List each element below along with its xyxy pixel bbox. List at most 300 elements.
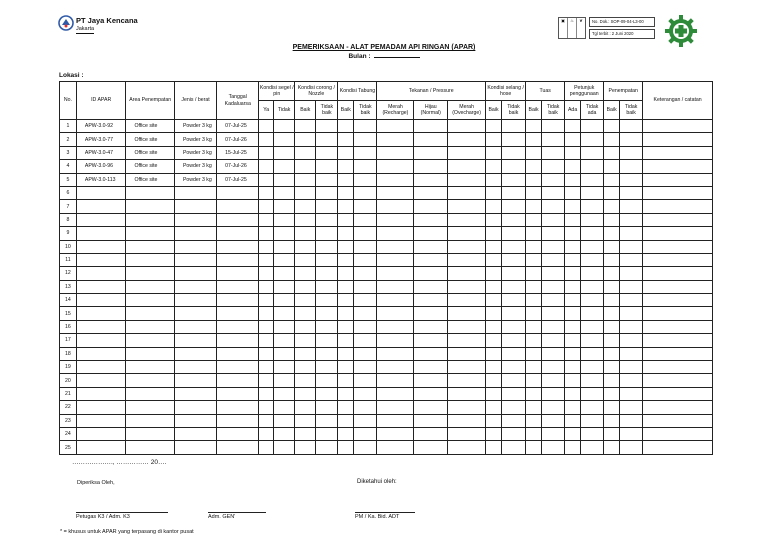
check-cell[interactable] — [259, 267, 274, 280]
cell-area[interactable] — [126, 200, 175, 213]
check-cell[interactable] — [316, 427, 338, 440]
check-cell[interactable] — [377, 334, 414, 347]
check-cell[interactable] — [414, 307, 448, 320]
check-cell[interactable] — [295, 186, 316, 199]
check-cell[interactable] — [274, 374, 295, 387]
check-cell[interactable] — [486, 387, 502, 400]
cell-jenis[interactable] — [174, 280, 216, 293]
check-cell[interactable] — [620, 146, 643, 159]
cell-tanggal[interactable] — [217, 401, 259, 414]
check-cell[interactable] — [581, 173, 604, 186]
cell-no[interactable]: 6 — [60, 186, 77, 199]
cell-jenis[interactable]: Powder 3 kg — [174, 146, 216, 159]
cell-tanggal[interactable] — [217, 347, 259, 360]
check-cell[interactable] — [377, 213, 414, 226]
check-cell[interactable] — [565, 374, 581, 387]
check-cell[interactable] — [316, 186, 338, 199]
cell-jenis[interactable] — [174, 267, 216, 280]
check-cell[interactable] — [541, 267, 564, 280]
check-cell[interactable] — [338, 414, 354, 427]
check-cell[interactable] — [259, 253, 274, 266]
check-cell[interactable] — [295, 120, 316, 133]
check-cell[interactable] — [604, 146, 620, 159]
cell-area[interactable] — [126, 347, 175, 360]
cell-area[interactable]: Office site — [126, 146, 175, 159]
cell-id[interactable]: APW-3.0-96 — [76, 160, 126, 173]
check-cell[interactable] — [565, 186, 581, 199]
cell-no[interactable]: 13 — [60, 280, 77, 293]
check-cell[interactable] — [377, 414, 414, 427]
check-cell[interactable] — [541, 401, 564, 414]
check-cell[interactable] — [581, 240, 604, 253]
check-cell[interactable] — [643, 240, 713, 253]
check-cell[interactable] — [526, 294, 542, 307]
check-cell[interactable] — [448, 200, 486, 213]
check-cell[interactable] — [377, 173, 414, 186]
cell-jenis[interactable] — [174, 307, 216, 320]
check-cell[interactable] — [643, 280, 713, 293]
check-cell[interactable] — [604, 374, 620, 387]
check-cell[interactable] — [565, 414, 581, 427]
check-cell[interactable] — [620, 307, 643, 320]
check-cell[interactable] — [526, 160, 542, 173]
check-cell[interactable] — [565, 441, 581, 454]
check-cell[interactable] — [316, 253, 338, 266]
check-cell[interactable] — [620, 427, 643, 440]
check-cell[interactable] — [565, 160, 581, 173]
check-cell[interactable] — [620, 227, 643, 240]
cell-id[interactable] — [76, 186, 126, 199]
check-cell[interactable] — [581, 334, 604, 347]
cell-id[interactable]: APW-3.0-113 — [76, 173, 126, 186]
check-cell[interactable] — [565, 200, 581, 213]
check-cell[interactable] — [414, 160, 448, 173]
check-cell[interactable] — [486, 334, 502, 347]
check-cell[interactable] — [604, 173, 620, 186]
check-cell[interactable] — [414, 253, 448, 266]
check-cell[interactable] — [486, 160, 502, 173]
cell-id[interactable] — [76, 240, 126, 253]
check-cell[interactable] — [414, 334, 448, 347]
check-cell[interactable] — [274, 120, 295, 133]
check-cell[interactable] — [259, 133, 274, 146]
check-cell[interactable] — [448, 146, 486, 159]
check-cell[interactable] — [604, 120, 620, 133]
check-cell[interactable] — [486, 200, 502, 213]
check-cell[interactable] — [448, 133, 486, 146]
check-cell[interactable] — [604, 133, 620, 146]
check-cell[interactable] — [354, 347, 377, 360]
check-cell[interactable] — [295, 294, 316, 307]
check-cell[interactable] — [338, 160, 354, 173]
check-cell[interactable] — [565, 120, 581, 133]
check-cell[interactable] — [643, 200, 713, 213]
check-cell[interactable] — [414, 427, 448, 440]
cell-tanggal[interactable] — [217, 227, 259, 240]
check-cell[interactable] — [338, 294, 354, 307]
check-cell[interactable] — [295, 427, 316, 440]
check-cell[interactable] — [565, 387, 581, 400]
cell-id[interactable] — [76, 294, 126, 307]
check-cell[interactable] — [377, 307, 414, 320]
check-cell[interactable] — [486, 280, 502, 293]
check-cell[interactable] — [338, 320, 354, 333]
check-cell[interactable] — [377, 280, 414, 293]
month-blank[interactable] — [374, 57, 420, 58]
check-cell[interactable] — [448, 227, 486, 240]
check-cell[interactable] — [581, 361, 604, 374]
check-cell[interactable] — [643, 347, 713, 360]
check-cell[interactable] — [259, 441, 274, 454]
check-cell[interactable] — [501, 320, 525, 333]
check-cell[interactable] — [338, 267, 354, 280]
cell-id[interactable] — [76, 253, 126, 266]
check-cell[interactable] — [620, 294, 643, 307]
check-cell[interactable] — [581, 267, 604, 280]
cell-tanggal[interactable] — [217, 294, 259, 307]
check-cell[interactable] — [541, 120, 564, 133]
check-cell[interactable] — [377, 374, 414, 387]
check-cell[interactable] — [414, 320, 448, 333]
cell-id[interactable] — [76, 427, 126, 440]
check-cell[interactable] — [338, 253, 354, 266]
check-cell[interactable] — [274, 334, 295, 347]
check-cell[interactable] — [316, 320, 338, 333]
check-cell[interactable] — [354, 441, 377, 454]
check-cell[interactable] — [541, 200, 564, 213]
check-cell[interactable] — [274, 186, 295, 199]
check-cell[interactable] — [486, 374, 502, 387]
check-cell[interactable] — [448, 334, 486, 347]
check-cell[interactable] — [565, 173, 581, 186]
check-cell[interactable] — [295, 240, 316, 253]
check-cell[interactable] — [620, 213, 643, 226]
check-cell[interactable] — [620, 334, 643, 347]
check-cell[interactable] — [274, 320, 295, 333]
check-cell[interactable] — [338, 427, 354, 440]
cell-jenis[interactable]: Powder 3 kg — [174, 133, 216, 146]
cell-id[interactable]: APW-3.0-92 — [76, 120, 126, 133]
check-cell[interactable] — [377, 427, 414, 440]
check-cell[interactable] — [604, 227, 620, 240]
cell-area[interactable] — [126, 253, 175, 266]
check-cell[interactable] — [316, 441, 338, 454]
signature-manager[interactable]: PM / Ka. Bid. ADT — [355, 512, 415, 520]
cell-area[interactable] — [126, 213, 175, 226]
cell-tanggal[interactable] — [217, 240, 259, 253]
check-cell[interactable] — [501, 240, 525, 253]
check-cell[interactable] — [259, 240, 274, 253]
check-cell[interactable] — [526, 441, 542, 454]
cell-tanggal[interactable] — [217, 414, 259, 427]
check-cell[interactable] — [486, 307, 502, 320]
check-cell[interactable] — [565, 307, 581, 320]
check-cell[interactable] — [501, 361, 525, 374]
check-cell[interactable] — [338, 280, 354, 293]
check-cell[interactable] — [501, 120, 525, 133]
check-cell[interactable] — [316, 200, 338, 213]
check-cell[interactable] — [295, 401, 316, 414]
check-cell[interactable] — [354, 240, 377, 253]
check-cell[interactable] — [501, 374, 525, 387]
check-cell[interactable] — [501, 186, 525, 199]
cell-id[interactable] — [76, 280, 126, 293]
check-cell[interactable] — [501, 387, 525, 400]
check-cell[interactable] — [486, 294, 502, 307]
check-cell[interactable] — [526, 414, 542, 427]
check-cell[interactable] — [604, 401, 620, 414]
cell-area[interactable] — [126, 427, 175, 440]
check-cell[interactable] — [295, 334, 316, 347]
cell-area[interactable] — [126, 280, 175, 293]
cell-id[interactable] — [76, 361, 126, 374]
check-cell[interactable] — [581, 253, 604, 266]
check-cell[interactable] — [620, 120, 643, 133]
check-cell[interactable] — [274, 133, 295, 146]
signature-officer[interactable]: Petugas K3 / Adm. K3 — [76, 512, 168, 520]
check-cell[interactable] — [486, 240, 502, 253]
check-cell[interactable] — [316, 347, 338, 360]
check-cell[interactable] — [526, 253, 542, 266]
cell-jenis[interactable] — [174, 334, 216, 347]
check-cell[interactable] — [295, 280, 316, 293]
check-cell[interactable] — [414, 240, 448, 253]
check-cell[interactable] — [486, 173, 502, 186]
check-cell[interactable] — [643, 387, 713, 400]
check-cell[interactable] — [565, 240, 581, 253]
check-cell[interactable] — [259, 186, 274, 199]
cell-area[interactable] — [126, 294, 175, 307]
check-cell[interactable] — [643, 441, 713, 454]
check-cell[interactable] — [620, 267, 643, 280]
cell-tanggal[interactable]: 15-Jul-25 — [217, 146, 259, 159]
cell-jenis[interactable] — [174, 227, 216, 240]
cell-id[interactable] — [76, 200, 126, 213]
check-cell[interactable] — [501, 133, 525, 146]
cell-no[interactable]: 21 — [60, 387, 77, 400]
check-cell[interactable] — [274, 253, 295, 266]
check-cell[interactable] — [377, 240, 414, 253]
check-cell[interactable] — [316, 160, 338, 173]
cell-jenis[interactable] — [174, 401, 216, 414]
check-cell[interactable] — [486, 401, 502, 414]
cell-jenis[interactable] — [174, 213, 216, 226]
check-cell[interactable] — [448, 347, 486, 360]
check-cell[interactable] — [620, 160, 643, 173]
check-cell[interactable] — [274, 387, 295, 400]
check-cell[interactable] — [377, 361, 414, 374]
check-cell[interactable] — [581, 213, 604, 226]
check-cell[interactable] — [565, 213, 581, 226]
check-cell[interactable] — [581, 160, 604, 173]
check-cell[interactable] — [377, 267, 414, 280]
cell-tanggal[interactable] — [217, 186, 259, 199]
check-cell[interactable] — [501, 146, 525, 159]
check-cell[interactable] — [565, 253, 581, 266]
check-cell[interactable] — [338, 146, 354, 159]
check-cell[interactable] — [448, 441, 486, 454]
check-cell[interactable] — [541, 427, 564, 440]
check-cell[interactable] — [414, 146, 448, 159]
cell-no[interactable]: 7 — [60, 200, 77, 213]
cell-jenis[interactable] — [174, 441, 216, 454]
check-cell[interactable] — [414, 213, 448, 226]
check-cell[interactable] — [316, 361, 338, 374]
check-cell[interactable] — [338, 387, 354, 400]
check-cell[interactable] — [526, 361, 542, 374]
check-cell[interactable] — [274, 307, 295, 320]
cell-tanggal[interactable] — [217, 427, 259, 440]
check-cell[interactable] — [501, 307, 525, 320]
check-cell[interactable] — [354, 146, 377, 159]
check-cell[interactable] — [604, 334, 620, 347]
check-cell[interactable] — [316, 146, 338, 159]
check-cell[interactable] — [259, 320, 274, 333]
check-cell[interactable] — [377, 200, 414, 213]
check-cell[interactable] — [620, 387, 643, 400]
check-cell[interactable] — [486, 427, 502, 440]
check-cell[interactable] — [501, 414, 525, 427]
check-cell[interactable] — [643, 320, 713, 333]
check-cell[interactable] — [259, 387, 274, 400]
check-cell[interactable] — [259, 294, 274, 307]
check-cell[interactable] — [526, 133, 542, 146]
check-cell[interactable] — [501, 427, 525, 440]
check-cell[interactable] — [581, 186, 604, 199]
check-cell[interactable] — [486, 120, 502, 133]
cell-no[interactable]: 1 — [60, 120, 77, 133]
check-cell[interactable] — [338, 334, 354, 347]
check-cell[interactable] — [295, 253, 316, 266]
cell-area[interactable]: Office site — [126, 173, 175, 186]
check-cell[interactable] — [448, 213, 486, 226]
cell-jenis[interactable]: Powder 3 kg — [174, 160, 216, 173]
check-cell[interactable] — [581, 146, 604, 159]
cell-jenis[interactable] — [174, 414, 216, 427]
check-cell[interactable] — [354, 374, 377, 387]
check-cell[interactable] — [565, 227, 581, 240]
check-cell[interactable] — [486, 213, 502, 226]
check-cell[interactable] — [338, 227, 354, 240]
cell-id[interactable] — [76, 441, 126, 454]
check-cell[interactable] — [338, 173, 354, 186]
check-cell[interactable] — [448, 120, 486, 133]
check-cell[interactable] — [414, 361, 448, 374]
check-cell[interactable] — [526, 427, 542, 440]
check-cell[interactable] — [581, 347, 604, 360]
check-cell[interactable] — [526, 267, 542, 280]
cell-area[interactable] — [126, 320, 175, 333]
check-cell[interactable] — [501, 441, 525, 454]
cell-tanggal[interactable] — [217, 213, 259, 226]
check-cell[interactable] — [414, 186, 448, 199]
cell-no[interactable]: 3 — [60, 146, 77, 159]
check-cell[interactable] — [541, 387, 564, 400]
check-cell[interactable] — [354, 173, 377, 186]
check-cell[interactable] — [316, 374, 338, 387]
check-cell[interactable] — [526, 374, 542, 387]
cell-jenis[interactable] — [174, 186, 216, 199]
check-cell[interactable] — [604, 427, 620, 440]
check-cell[interactable] — [354, 307, 377, 320]
check-cell[interactable] — [377, 320, 414, 333]
cell-area[interactable]: Office site — [126, 160, 175, 173]
check-cell[interactable] — [414, 401, 448, 414]
check-cell[interactable] — [581, 427, 604, 440]
check-cell[interactable] — [526, 120, 542, 133]
check-cell[interactable] — [604, 294, 620, 307]
check-cell[interactable] — [316, 334, 338, 347]
check-cell[interactable] — [259, 347, 274, 360]
check-cell[interactable] — [526, 146, 542, 159]
check-cell[interactable] — [295, 227, 316, 240]
cell-tanggal[interactable] — [217, 361, 259, 374]
cell-no[interactable]: 25 — [60, 441, 77, 454]
check-cell[interactable] — [448, 401, 486, 414]
cell-area[interactable] — [126, 441, 175, 454]
check-cell[interactable] — [259, 120, 274, 133]
check-cell[interactable] — [274, 160, 295, 173]
check-cell[interactable] — [316, 414, 338, 427]
cell-jenis[interactable] — [174, 240, 216, 253]
check-cell[interactable] — [526, 347, 542, 360]
cell-area[interactable] — [126, 361, 175, 374]
check-cell[interactable] — [377, 160, 414, 173]
cell-no[interactable]: 8 — [60, 213, 77, 226]
check-cell[interactable] — [354, 320, 377, 333]
check-cell[interactable] — [259, 334, 274, 347]
check-cell[interactable] — [338, 307, 354, 320]
check-cell[interactable] — [316, 227, 338, 240]
check-cell[interactable] — [565, 294, 581, 307]
cell-area[interactable]: Office site — [126, 133, 175, 146]
check-cell[interactable] — [259, 401, 274, 414]
check-cell[interactable] — [259, 361, 274, 374]
check-cell[interactable] — [338, 441, 354, 454]
check-cell[interactable] — [643, 227, 713, 240]
cell-id[interactable]: APW-3.0-77 — [76, 133, 126, 146]
cell-id[interactable] — [76, 213, 126, 226]
check-cell[interactable] — [259, 200, 274, 213]
check-cell[interactable] — [501, 253, 525, 266]
cell-area[interactable] — [126, 267, 175, 280]
cell-no[interactable]: 15 — [60, 307, 77, 320]
check-cell[interactable] — [643, 414, 713, 427]
check-cell[interactable] — [643, 213, 713, 226]
cell-no[interactable]: 17 — [60, 334, 77, 347]
check-cell[interactable] — [414, 267, 448, 280]
check-cell[interactable] — [541, 347, 564, 360]
check-cell[interactable] — [316, 173, 338, 186]
cell-tanggal[interactable] — [217, 253, 259, 266]
check-cell[interactable] — [526, 320, 542, 333]
cell-tanggal[interactable] — [217, 267, 259, 280]
cell-area[interactable] — [126, 186, 175, 199]
cell-area[interactable] — [126, 334, 175, 347]
check-cell[interactable] — [643, 160, 713, 173]
check-cell[interactable] — [295, 414, 316, 427]
check-cell[interactable] — [259, 146, 274, 159]
check-cell[interactable] — [377, 227, 414, 240]
cell-tanggal[interactable] — [217, 200, 259, 213]
cell-tanggal[interactable] — [217, 441, 259, 454]
check-cell[interactable] — [259, 307, 274, 320]
cell-area[interactable] — [126, 387, 175, 400]
check-cell[interactable] — [541, 173, 564, 186]
cell-no[interactable]: 24 — [60, 427, 77, 440]
check-cell[interactable] — [620, 253, 643, 266]
check-cell[interactable] — [486, 347, 502, 360]
